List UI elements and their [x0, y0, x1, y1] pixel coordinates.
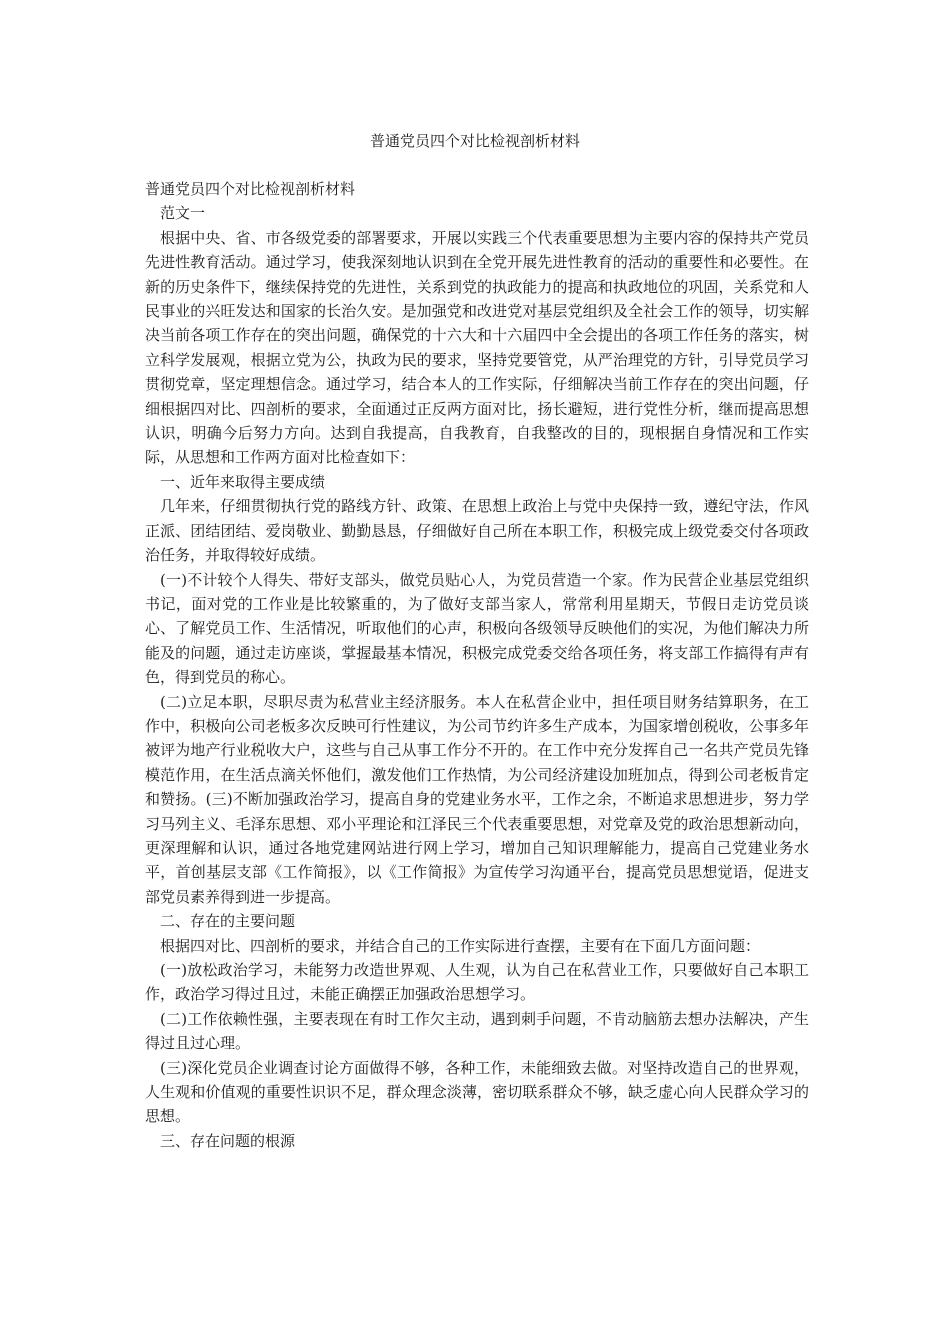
section-heading-problems: 二、存在的主要问题 — [160, 912, 296, 931]
paragraph-problems-intro: 根据四对比、四剖析的要求，并结合自己的工作实际进行查摆，主要有在下面几方面问题： — [160, 936, 761, 955]
sample-label: 范文一 — [160, 204, 206, 223]
paragraph-achievement-2-3: (二)立足本职，尽职尽责为私营业主经济服务。本人在私营企业中，担任项目财务结算职务，在工作中，积极向公司老板多次反映可行性建议，为公司节约许多生产成本，为国家增创税收，公事多年被评为地产行业税收大户，这些与自己从事工作分不开的。在工作中充分发挥自己一名共产党员先锋模范作用，在生活点滴关怀他们，激发他们工作热情，为公司经济建设加班加点，得到公司老板肯定和赞扬。(三)不断加强政治学习，提高自身的党建业务水平，工作之余，不断追求思想进步，努力学习马列主义、毛泽东思想、邓小平理论和江泽民三个代表重要思想，对党章及党的政治思想新动向，更深理解和认识，通过各地党建网站进行网上学习，增加自己知识理解能力，提高自己党建业务水平，首创基层支部《工作简报》，以《工作简报》为宣传学习沟通平台，提高党员思想觉语，促进支部党员素养得到进一步提高。 — [145, 692, 809, 906]
paragraph-problem-3: (三)深化党员企业调查讨论方面做得不够，各种工作，未能细致去做。对坚持改造自己的世界观，人生观和价值观的重要性识识不足，群众理念淡薄，密切联系群众不够，缺乏虚心向人民群众学习的思想。 — [145, 1058, 809, 1126]
body-heading: 普通党员四个对比检视剖析材料 — [145, 180, 356, 198]
paragraph-achievement-1: (一)不计较个人得失、带好支部头，做党员贴心人，为党员营造一个家。作为民营企业基层党组织书记，面对党的工作业是比较繁重的，为了做好支部当家人，常常利用星期天，节假日走访党员谈心、了解党员工作、生活情况，听取他们的心声，积极向各级领导反映他们的实况，为他们解决力所能及的问题，通过走访座谈，掌握最基本情况，积极完成党委交给各项任务，将支部工作搞得有声有色，得到党员的称心。 — [145, 570, 809, 687]
paragraph-problem-2: (二)工作依赖性强，主要表现在有时工作欠主动，遇到刺手问题，不肯动脑筋去想办法解决，产生得过且过心理。 — [145, 1009, 809, 1053]
paragraph-problem-1: (一)放松政治学习，未能努力改造世界观、人生观，认为自己在私营业工作，只要做好自己本职工作，政治学习得过且过，未能正确摆正加强政治思想学习。 — [145, 961, 809, 1004]
paragraph-achievements-summary: 几年来，仔细贯彻执行党的路线方针、政策、在思想上政治上与党中央保持一致，遵纪守法，作风正派、团结团结、爱岗敬业、勤勤恳恳，仔细做好自己所在本职工作，积极完成上级党委交付各项政治任务，并取得较好成绩。 — [145, 497, 809, 565]
section-heading-root-causes: 三、存在问题的根源 — [160, 1131, 296, 1150]
document-body — [145, 177, 809, 1153]
document-title: 普通党员四个对比检视剖析材料 — [369, 132, 580, 150]
paragraph-intro: 根据中央、省、市各级党委的部署要求，开展以实践三个代表重要思想为主要内容的保持共产党员先进性教育活动。通过学习，使我深刻地认识到在全党开展先进性教育的活动的重要性和必要性。在新的历史条件下，继续保持党的先进性，关系到党的执政能力的提高和执政地位的巩固，关系党和人民事业的兴旺发达和国家的长治久安。是加强党和改进党对基层党组织及全社会工作的领导，切实解决当前各项工作存在的突出问题，确保党的十六大和十六届四中全会提出的各项工作任务的落实，树立科学发展观，根据立党为公，执政为民的要求，坚持党要管党，从严治理党的方针，引导党员学习贯彻党章，坚定理想信念。通过学习，结合本人的工作实际，仔细解决当前工作存在的突出问题，仔细根据四对比、四剖析的要求，全面通过正反两方面对比，扬长避短，进行党性分析，继而提高思想认识，明确今后努力方向。达到自我提高，自我教育，自我整改的目的，现根据自身情况和工作实际，从思想和工作两方面对比检查如下： — [145, 228, 809, 467]
section-heading-achievements: 一、近年来取得主要成绩 — [160, 472, 326, 491]
